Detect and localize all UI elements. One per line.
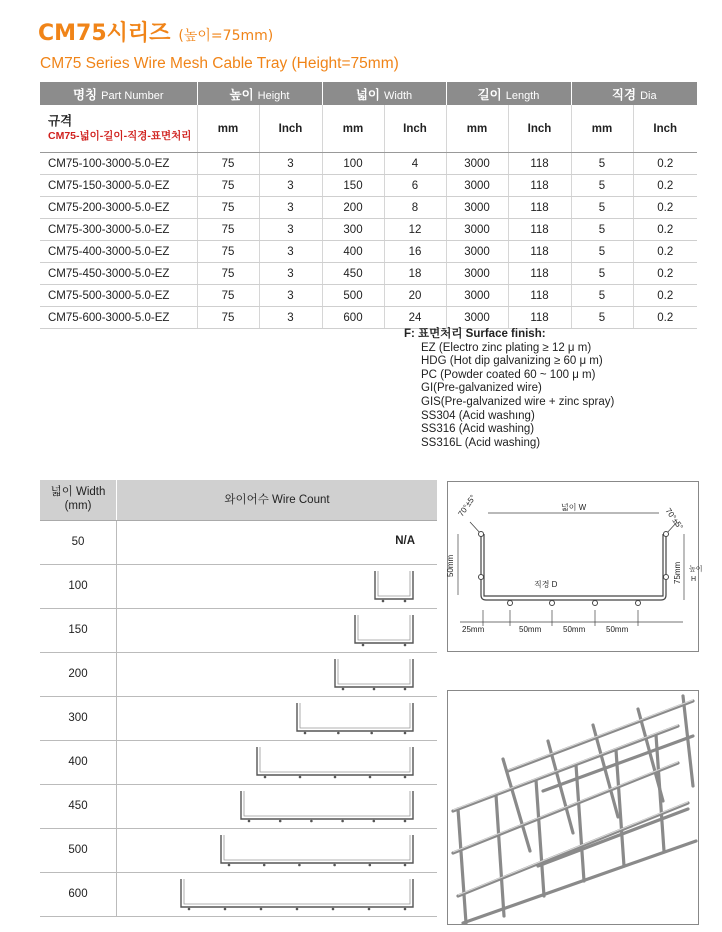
surface-finish-item: SS316L (Acid washing) [421,436,541,449]
wire-dot [264,776,267,779]
spec-cell: 5 [571,285,633,307]
spec-cell: 8 [384,197,446,219]
header-dia: 직경 Dia [571,82,697,105]
wire-count-row [40,873,437,917]
tray-profile-300 [117,697,437,740]
tray-profile-600 [117,873,437,916]
spec-cell: 3000 [446,219,508,241]
wire-dot [373,820,376,823]
spec-cell: 100 [322,153,384,175]
title-text: CM75시리즈 [38,21,171,46]
wire-dot [296,908,299,911]
spec-cell: 0.2 [633,263,697,285]
unit-cell: Inch [633,105,697,153]
tray-profile-500 [117,829,437,872]
wire-dot [310,820,313,823]
wire-count-row [40,565,437,609]
page-subtitle: CM75 Series Wire Mesh Cable Tray (Height=75mm) [40,55,399,72]
spacing-label: 50mm [606,625,629,634]
wire-count-width: 600 [40,873,117,916]
part-number-cell: CM75-100-3000-5.0-EZ [40,153,197,175]
wire-dot [263,864,266,867]
spec-row [40,197,697,219]
wire-count-row [40,609,437,653]
spec-row [40,285,697,307]
wire-dot [404,732,407,735]
spec-cell: 3000 [446,307,508,329]
surface-finish-item: EZ (Electro zinc plating ≥ 12 μ m) [421,341,592,354]
surface-finish-item: PC (Powder coated 60 ~ 100 μ m) [421,368,596,381]
spec-cell: 3000 [446,263,508,285]
spec-cell: 75 [197,197,259,219]
spec-table [40,82,697,329]
spec-cell: 0.2 [633,285,697,307]
surface-finish-item: SS304 (Acid washıng) [421,409,535,422]
wire-dot [370,732,373,735]
wire-dot [362,644,365,647]
spec-cell: 3000 [446,153,508,175]
spec-cell: 75 [197,307,259,329]
spec-cell: 3 [259,241,322,263]
surface-finish-item: GI(Pre-galvanized wire) [421,382,542,395]
wire-count-drawing [117,653,437,696]
wire-dot [342,688,345,691]
part-number-cell: CM75-600-3000-5.0-EZ [40,307,197,329]
surface-finish-heading: F: 표면처리 Surface finish: [404,328,546,340]
spec-cell: 118 [508,285,571,307]
spec-cell: 118 [508,219,571,241]
tray-profile-200 [117,653,437,696]
tray-profile-400 [117,741,437,784]
spec-cell: 3 [259,285,322,307]
spec-row [40,263,697,285]
angle-left-label: 70°±5° [456,493,478,519]
spec-cell: 75 [197,263,259,285]
spec-cell: 0.2 [633,241,697,263]
height-label: 75mm [673,561,682,584]
spec-cell: 12 [384,219,446,241]
unit-cell: mm [446,105,508,153]
tray-profile-150 [117,609,437,652]
spec-cell: 0.2 [633,307,697,329]
spec-cell: 75 [197,219,259,241]
unit-cell: Inch [384,105,446,153]
wire-count-row [40,741,437,785]
wire-dot [224,908,227,911]
wire-dot [373,688,376,691]
spec-cell: 400 [322,241,384,263]
header-height: 높이 Height [197,82,322,105]
wire-dot [304,732,307,735]
wire-dot [369,864,372,867]
spec-cell: 3000 [446,285,508,307]
surface-finish-list [404,328,614,450]
spec-cell: 20 [384,285,446,307]
wire-dot [279,820,282,823]
width-label: 넓이 W [561,503,587,512]
cross-section-diagram [446,481,703,652]
height-ko-label: 높이 [689,566,703,573]
spec-cell: 500 [322,285,384,307]
spec-cell: 5 [571,307,633,329]
spec-cell: 150 [322,175,384,197]
spec-cell: 18 [384,263,446,285]
wire-dot [332,908,335,911]
spec-cell: 118 [508,307,571,329]
wire-dot [337,732,340,735]
spec-cell: 3 [259,219,322,241]
na-label: N/A [395,535,415,547]
wire-count-width: 450 [40,785,117,828]
wire-count-drawing [117,609,437,652]
spec-cell: 75 [197,285,259,307]
cross-section-svg [446,482,703,651]
spec-cell: 3 [259,263,322,285]
part-number-cell: CM75-500-3000-5.0-EZ [40,285,197,307]
unit-row [40,105,697,153]
wire-dot [333,864,336,867]
spacing-label: 25mm [462,625,485,634]
spec-row [40,219,697,241]
tray-profile-100 [117,565,437,608]
spec-cell: 3000 [446,197,508,219]
spec-format-cell [40,105,197,153]
wire-count-width: 150 [40,609,117,652]
spec-cell: 75 [197,153,259,175]
spec-cell: 0.2 [633,197,697,219]
cable-tray-illustration [448,691,698,924]
spec-cell: 5 [571,175,633,197]
spec-cell: 3000 [446,241,508,263]
wire-count-row [40,785,437,829]
tray-profile-450 [117,785,437,828]
wire-count-count-header: 와이어수 Wire Count [224,494,330,506]
spec-cell: 3 [259,153,322,175]
angle-right-label: 70°±5° [663,506,685,532]
wire-dot [188,908,191,911]
wire-count-row [40,697,437,741]
wire-count-width: 300 [40,697,117,740]
spec-cell: 3000 [446,175,508,197]
wire-count-width: 500 [40,829,117,872]
wire-count-table [40,480,437,917]
wire-dot [260,908,263,911]
spec-cell: 0.2 [633,175,697,197]
spec-cell: 3 [259,175,322,197]
spec-cell: 3 [259,307,322,329]
part-number-cell: CM75-300-3000-5.0-EZ [40,219,197,241]
wire-count-drawing [117,697,437,740]
wire-count-drawing [117,741,437,784]
wire-count-row [40,521,437,565]
wire-dot [228,864,231,867]
surface-finish-item: HDG (Hot dip galvanizing ≥ 60 μ m) [421,355,603,368]
wire-count-drawing [117,873,437,916]
spec-cell: 5 [571,153,633,175]
wire-count-width: 200 [40,653,117,696]
part-number-cell: CM75-150-3000-5.0-EZ [40,175,197,197]
spec-cell: 4 [384,153,446,175]
page-title [38,16,273,47]
wire-dot [369,776,372,779]
spec-row [40,175,697,197]
wire-dot [382,600,385,603]
unit-cell: mm [322,105,384,153]
title-sub: (높이=75mm) [178,28,274,44]
spacing-label: 50mm [519,625,542,634]
spec-cell: 600 [322,307,384,329]
spec-cell: 0.2 [633,153,697,175]
spec-cell: 16 [384,241,446,263]
wire-dot [248,820,251,823]
unit-cell: Inch [508,105,571,153]
part-number-cell: CM75-200-3000-5.0-EZ [40,197,197,219]
wire-dot [404,820,407,823]
part-number-cell: CM75-400-3000-5.0-EZ [40,241,197,263]
height-sym-label: H [691,576,697,583]
wire-count-header [40,480,437,521]
spacing-label: 50mm [563,625,586,634]
wire-dot [404,908,407,911]
spec-cell: 5 [571,241,633,263]
spec-row [40,241,697,263]
wire-count-drawing [117,829,437,872]
wire-count-drawing [117,565,437,608]
wire-dot [404,644,407,647]
cable-tray-product-image [447,690,699,925]
spec-cell: 5 [571,219,633,241]
wire-count-width-header: 넓이 Width (mm) [40,480,117,520]
spec-cell: 24 [384,307,446,329]
wire-count-drawing [117,521,437,564]
dia-label: 직경 D [534,580,558,589]
wire-dot [334,776,337,779]
spec-header-row [40,82,697,105]
spec-cell: 3 [259,197,322,219]
header-part-number: 명칭 Part Number [40,82,197,105]
spec-cell: 118 [508,263,571,285]
spec-cell: 75 [197,175,259,197]
side-height-label: 50mm [446,554,455,577]
spec-row [40,153,697,175]
spec-cell: 118 [508,241,571,263]
spec-cell: 5 [571,263,633,285]
wire-dot [299,776,302,779]
wire-dot [341,820,344,823]
header-length: 길이 Length [446,82,571,105]
unit-cell: Inch [259,105,322,153]
spec-cell: 5 [571,197,633,219]
wire-dot [404,776,407,779]
spec-cell: 6 [384,175,446,197]
spec-cell: 75 [197,241,259,263]
wire-dot [404,600,407,603]
spec-cell: 118 [508,197,571,219]
unit-cell: mm [571,105,633,153]
spec-cell: 450 [322,263,384,285]
spec-cell: 0.2 [633,219,697,241]
spec-cell: 118 [508,175,571,197]
spec-cell: 200 [322,197,384,219]
unit-cell: mm [197,105,259,153]
spec-cell: 300 [322,219,384,241]
header-width: 넓이 Width [322,82,446,105]
wire-count-row [40,653,437,697]
wire-count-width: 100 [40,565,117,608]
spec-cell: 118 [508,153,571,175]
wire-dot [404,688,407,691]
spec-label: 규격 [48,113,73,128]
spec-row [40,307,697,329]
part-number-cell: CM75-450-3000-5.0-EZ [40,263,197,285]
wire-count-row [40,829,437,873]
spec-code: CM75-넓이-길이-직경-표면처리 [48,129,192,142]
wire-count-drawing [117,785,437,828]
wire-count-width: 400 [40,741,117,784]
surface-finish-item: GIS(Pre-galvanized wire + zinc spray) [421,395,615,408]
wire-dot [298,864,301,867]
wire-count-width: 50 [40,521,117,564]
surface-finish-item: SS316 (Acid washing) [421,423,535,436]
wire-dot [368,908,371,911]
wire-dot [404,864,407,867]
